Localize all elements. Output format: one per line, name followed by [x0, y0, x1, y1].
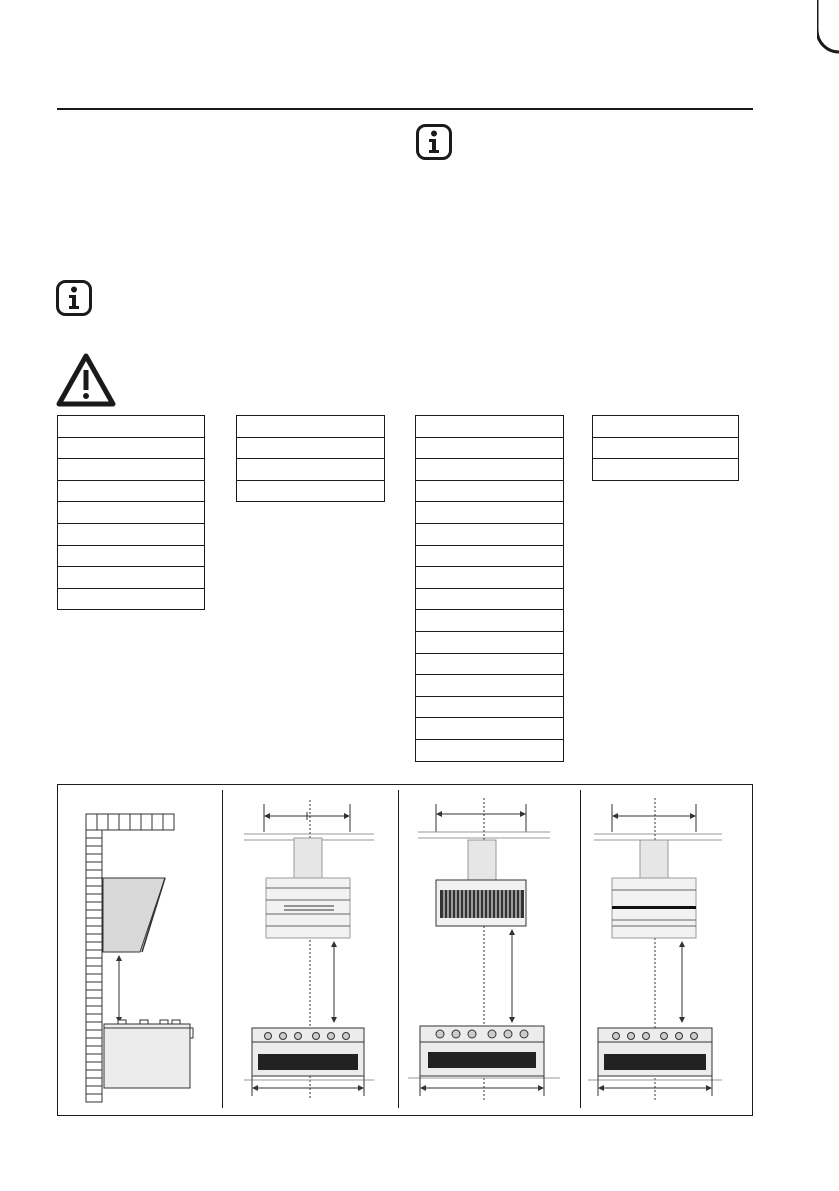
warning-triangle-icon: [56, 352, 116, 408]
page-edge-marker: [817, 0, 839, 58]
figure-divider: [222, 790, 223, 1108]
info-icon: [416, 124, 452, 160]
table-d: [592, 415, 739, 481]
table-c: [415, 415, 564, 762]
figure-divider: [580, 790, 581, 1108]
side-view-diagram: [60, 790, 220, 1110]
header-rule: [57, 108, 753, 110]
info-icon: [56, 280, 92, 316]
table-a: [57, 415, 205, 610]
front-view-2-diagram: [400, 790, 578, 1110]
front-view-3-diagram: [582, 790, 750, 1110]
figure-divider: [398, 790, 399, 1108]
table-b: [236, 415, 385, 502]
front-view-1-diagram: [224, 790, 396, 1110]
